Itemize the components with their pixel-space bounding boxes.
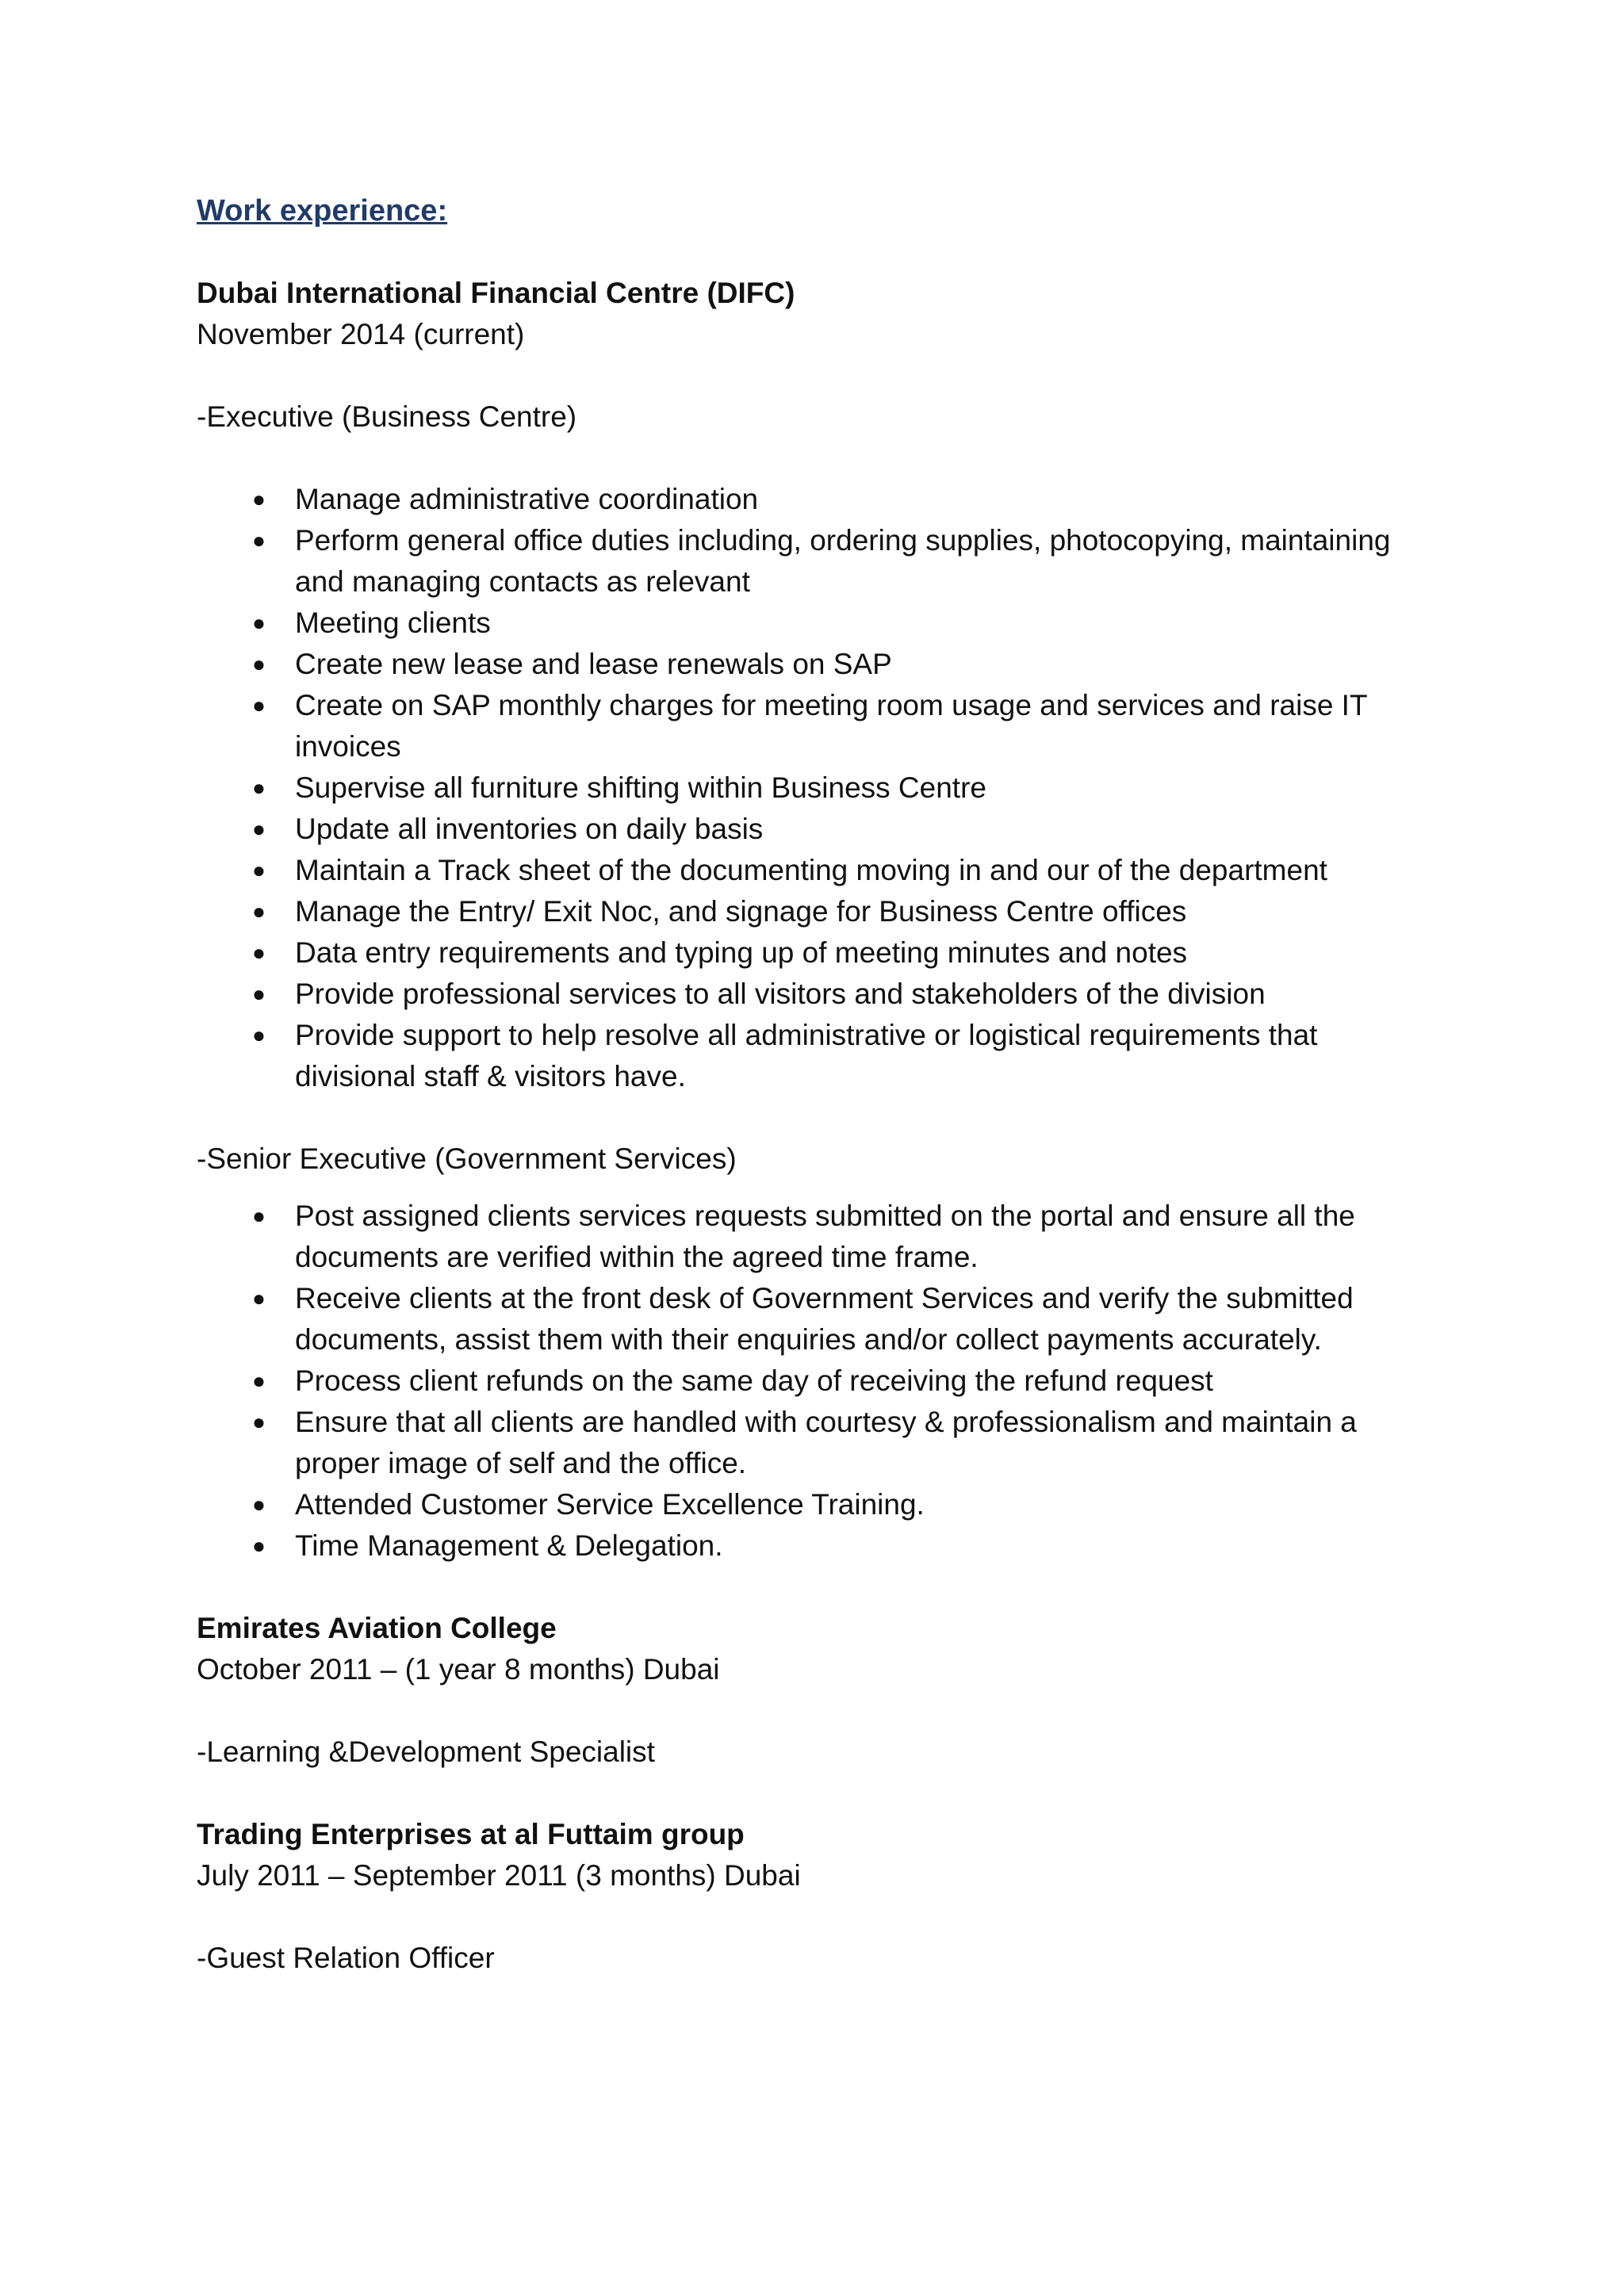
duty-item: ● Provide support to help resolve all administrative or logistical requirements that divisional staff & visitors have. [197, 1015, 1434, 1097]
duties-list [197, 1196, 1434, 1567]
duty-item: ● Update all inventories on daily basis [197, 809, 1434, 850]
duty-item: ● Provide professional services to all visitors and stakeholders of the division [197, 974, 1434, 1015]
duties-list [197, 479, 1434, 1097]
employment-dates: October 2011 – (1 year 8 months) Dubai [197, 1653, 720, 1686]
employment-dates: November 2014 (current) [197, 318, 525, 350]
work-experience-section [197, 190, 1434, 1979]
bullet-icon: ● [252, 693, 266, 718]
bullet-icon: ● [252, 487, 266, 511]
bullet-icon: ● [252, 1410, 266, 1434]
role-title: -Executive (Business Centre) [197, 400, 577, 433]
bullet-icon: ● [252, 899, 266, 924]
duty-item: ● Manage the Entry/ Exit Noc, and signage for Business Centre offices [197, 891, 1434, 932]
duty-item: ● Ensure that all clients are handled with courtesy & professionalism and maintain a proper image of self and the office. [197, 1402, 1434, 1484]
job-entry-emirates-aviation-college [197, 1608, 1434, 1773]
duty-item: ● Time Management & Delegation. [197, 1525, 1434, 1567]
duty-item: ● Manage administrative coordination [197, 479, 1434, 520]
bullet-icon: ● [252, 528, 266, 553]
duty-item: ● Perform general office duties including, ordering supplies, photocopying, maintaining and managing contacts as relevant [197, 520, 1434, 603]
employer-name: Trading Enterprises at al Futtaim group [197, 1818, 745, 1850]
bullet-icon: ● [252, 1533, 266, 1558]
duty-item: ● Meeting clients [197, 603, 1434, 644]
employer-name: Dubai International Financial Centre (DIFC) [197, 277, 795, 309]
role-title: -Learning &Development Specialist [197, 1735, 655, 1768]
duty-item: ● Create new lease and lease renewals on SAP [197, 644, 1434, 685]
duty-item: ● Maintain a Track sheet of the documenting moving in and our of the department [197, 850, 1434, 891]
duty-item: ● Data entry requirements and typing up of meeting minutes and notes [197, 932, 1434, 974]
duty-item: ● Supervise all furniture shifting within Business Centre [197, 767, 1434, 809]
bullet-icon: ● [252, 940, 266, 965]
duty-item: ● Process client refunds on the same day of receiving the refund request [197, 1360, 1434, 1402]
section-heading: Work experience: [197, 194, 448, 228]
job-entry-trading-enterprises [197, 1814, 1434, 1979]
bullet-icon: ● [252, 982, 266, 1006]
duty-item: ● Attended Customer Service Excellence Training. [197, 1484, 1434, 1525]
bullet-icon: ● [252, 1368, 266, 1393]
job-entry-difc [197, 273, 1434, 1567]
employment-dates: July 2011 – September 2011 (3 months) Dubai [197, 1859, 801, 1892]
bullet-icon: ● [252, 1203, 266, 1228]
bullet-icon: ● [252, 652, 266, 676]
employer-name: Emirates Aviation College [197, 1612, 557, 1644]
duty-item: ● Post assigned clients services requests submitted on the portal and ensure all the documents are verified within the agreed time frame. [197, 1196, 1434, 1278]
role-title: -Guest Relation Officer [197, 1942, 495, 1974]
bullet-icon: ● [252, 1023, 266, 1047]
bullet-icon: ● [252, 817, 266, 841]
duty-item: ● Create on SAP monthly charges for meeting room usage and services and raise IT invoices [197, 685, 1434, 767]
duty-item: ● Receive clients at the front desk of Government Services and verify the submitted documents, assist them with their enquiries and/or collect payments accurately. [197, 1278, 1434, 1360]
bullet-icon: ● [252, 1286, 266, 1311]
bullet-icon: ● [252, 775, 266, 800]
bullet-icon: ● [252, 1492, 266, 1517]
bullet-icon: ● [252, 610, 266, 635]
role-title: -Senior Executive (Government Services) [197, 1142, 737, 1175]
bullet-icon: ● [252, 858, 266, 882]
